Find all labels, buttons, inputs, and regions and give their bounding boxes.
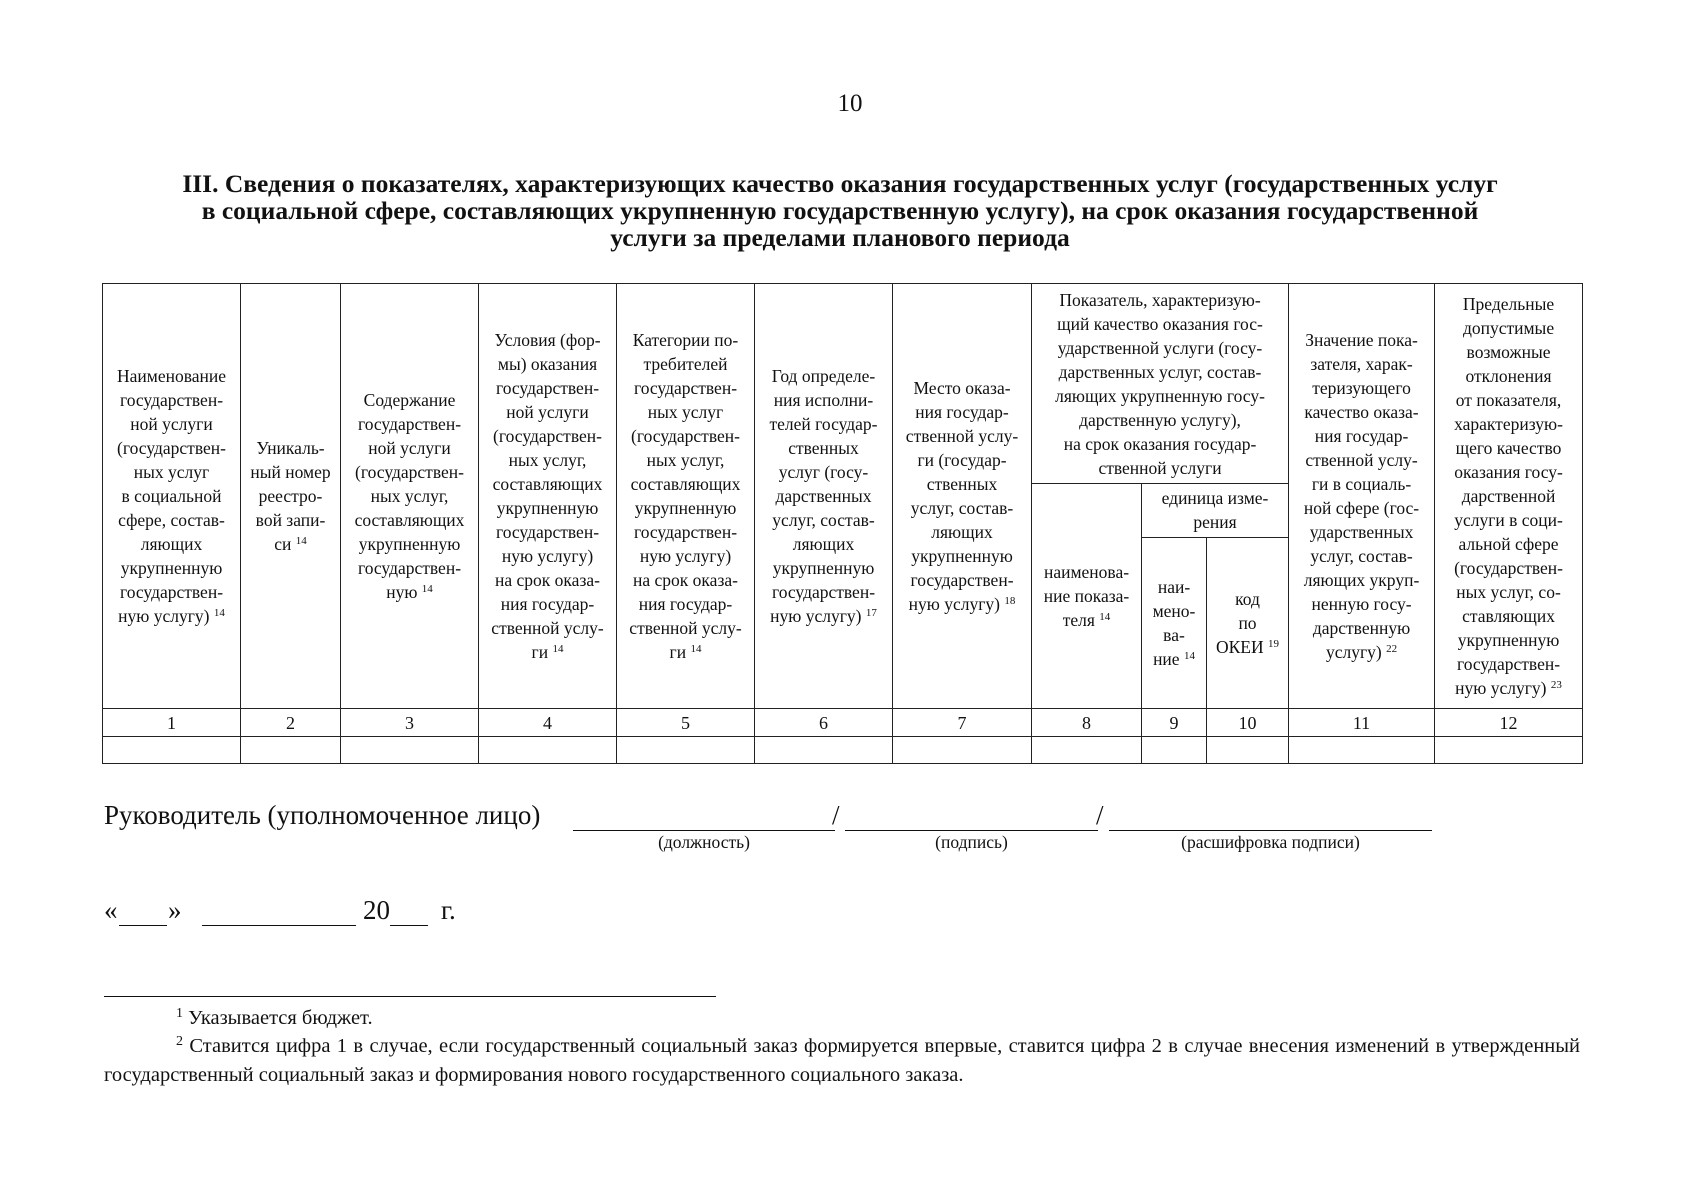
- header-allowed-deviations-text: Предельные допустимые возможные отклонения от показателя, характеризую- щего качество оказания госу- дарственной услуги в соци- альной сфере (государствен- ных услуг, со- ставляющих укрупненную государствен- ную услугу): [1454, 294, 1563, 699]
- header-allowed-deviations-footnote: 23: [1550, 679, 1562, 692]
- header-quality-indicator-group-text: Показатель, характеризую- щий качество оказания гос- ударственной услуги (госу- дарственных услуг, состав- ляющих укрупненную госу- дарственную услугу), на срок оказания государ- ственной услуги: [1055, 289, 1265, 478]
- header-okei-code-text: код по ОКЕИ: [1216, 589, 1264, 658]
- month-line[interactable]: [202, 895, 356, 926]
- header-unit-group-text: единица изме- рения: [1161, 488, 1269, 533]
- section-title-line-1: III. Сведения о показателях, характеризующих качество оказания государственных услуг (государственных услуг: [182, 169, 1498, 198]
- column-number: 9: [1142, 709, 1207, 736]
- header-service-place-text: Место оказа- ния государ- ственной услу- ги (государ- ственных услуг, состав- ляющих укрупненную государствен- ную услугу): [905, 378, 1019, 615]
- header-service-content-text: Содержание государствен- ной услуги (государствен- ных услуг, составляющих укрупненную государствен- ную: [354, 390, 465, 603]
- data-cell[interactable]: [617, 736, 755, 763]
- data-cell[interactable]: [893, 736, 1032, 763]
- header-service-name: [103, 284, 241, 709]
- header-unit-group: [1142, 484, 1289, 538]
- signature-caption: (подпись): [935, 832, 1008, 852]
- data-cell[interactable]: [341, 736, 479, 763]
- header-service-name-footnote: 14: [213, 607, 225, 620]
- header-indicator-name-footnote: 14: [1099, 611, 1111, 624]
- header-unit-name-footnote: 14: [1183, 650, 1195, 663]
- section-title-line-2: в социальной сфере, составляющих укрупненную государственную услугу), на срок оказания государственной: [201, 196, 1479, 225]
- header-consumer-categories-text: Категории по- требителей государствен- ных услуг (государствен- ных услуг, составляющих укрупненную государствен- ную услугу) на срок оказа- ния государ- ственной услу- ги: [629, 330, 742, 663]
- header-consumer-categories-footnote: 14: [690, 643, 702, 656]
- column-number: 10: [1207, 709, 1289, 736]
- header-indicator-value: [1289, 284, 1435, 709]
- footnote-2-text: Ставится цифра 1 в случае, если государственный социальный заказ формируется впервые, ставится цифра 2 в случае внесения изменений в утвержденный государственный социальный заказ и формирования нового государственного социального заказа.: [104, 1035, 1581, 1086]
- year-prefix: 20: [363, 895, 390, 925]
- header-service-place: [893, 284, 1032, 709]
- footnote-2-mark: 2: [176, 1034, 183, 1049]
- column-number: 5: [617, 709, 755, 736]
- column-number: 12: [1435, 709, 1583, 736]
- header-indicator-name: [1032, 484, 1142, 709]
- data-cell[interactable]: [1142, 736, 1207, 763]
- date-open-quote: «: [104, 895, 118, 925]
- header-executor-year-footnote: 17: [865, 607, 877, 620]
- header-service-content: [341, 284, 479, 709]
- section-title: [100, 170, 1580, 251]
- column-number: 1: [103, 709, 241, 736]
- year-line[interactable]: [390, 895, 428, 926]
- header-service-conditions-text: Условия (фор- мы) оказания государствен- ной услуги (государствен- ных услуг, составляющих укрупненную государствен- ную услугу) на срок оказа- ния государ- ственной услу- ги: [491, 330, 604, 663]
- data-cell[interactable]: [103, 736, 241, 763]
- footnote-divider: [104, 996, 716, 997]
- slash-separator: /: [832, 800, 840, 830]
- header-okei-code: [1207, 537, 1289, 709]
- header-allowed-deviations: [1435, 284, 1583, 709]
- header-indicator-name-text: наименова- ние показа- теля: [1043, 562, 1130, 631]
- quality-indicators-table: [102, 283, 1583, 764]
- header-indicator-value-footnote: 22: [1386, 643, 1398, 656]
- header-executor-year-text: Год определе- ния исполни- телей государ- ственных услуг (госу- дарственных услуг, состав- ляющих укрупненную государствен- ную услугу): [769, 366, 878, 627]
- column-number: 7: [893, 709, 1032, 736]
- data-cell[interactable]: [1032, 736, 1142, 763]
- data-cell[interactable]: [479, 736, 617, 763]
- decoding-line[interactable]: [1109, 800, 1432, 831]
- data-cell[interactable]: [1207, 736, 1289, 763]
- header-okei-code-footnote: 19: [1268, 638, 1280, 651]
- column-number: 3: [341, 709, 479, 736]
- position-caption: (должность): [658, 832, 750, 852]
- header-registry-number-text: Уникаль- ный номер реестро- вой запи- си: [250, 438, 331, 555]
- signature-label: Руководитель (уполномоченное лицо): [104, 800, 541, 830]
- slash-separator: /: [1096, 800, 1104, 830]
- column-number: 6: [755, 709, 893, 736]
- data-cell[interactable]: [755, 736, 893, 763]
- header-service-content-footnote: 14: [421, 583, 433, 596]
- header-unit-name-text: наи- мено- ва- ние: [1152, 577, 1196, 670]
- data-cell[interactable]: [1435, 736, 1583, 763]
- footnote-1-text: Указывается бюджет.: [188, 1007, 373, 1029]
- header-unit-name: [1142, 537, 1207, 709]
- header-service-conditions-footnote: 14: [552, 643, 564, 656]
- column-number: 4: [479, 709, 617, 736]
- header-service-conditions: [479, 284, 617, 709]
- column-number: 8: [1032, 709, 1142, 736]
- header-registry-number-footnote: 14: [295, 535, 307, 548]
- signature-block: [104, 800, 1504, 860]
- decoding-caption: (расшифровка подписи): [1181, 832, 1360, 852]
- position-line[interactable]: [573, 800, 835, 831]
- data-cell[interactable]: [1289, 736, 1435, 763]
- header-service-place-footnote: 18: [1004, 595, 1016, 608]
- header-registry-number: [241, 284, 341, 709]
- header-service-name-text: Наименование государствен- ной услуги (государствен- ных услуг в социальной сфере, состав- ляющих укрупненную государствен- ную услугу): [116, 366, 227, 627]
- header-executor-year: [755, 284, 893, 709]
- column-number: 11: [1289, 709, 1435, 736]
- header-quality-indicator-group: [1032, 284, 1289, 484]
- date-close-quote: »: [168, 895, 182, 925]
- page-number: 10: [837, 90, 863, 117]
- column-number: 2: [241, 709, 341, 736]
- footnote-2: [104, 1032, 1580, 1090]
- section-title-line-3: услуги за пределами планового периода: [610, 223, 1070, 252]
- signature-line[interactable]: [845, 800, 1098, 831]
- day-line[interactable]: [119, 895, 167, 926]
- footnote-1-mark: 1: [176, 1006, 183, 1021]
- header-indicator-value-text: Значение пока- зателя, харак- теризующего качество оказа- ния государ- ственной услу- ги в социаль- ной сфере (гос- ударственных услуг, состав- ляющих укруп- ненную госу- дарственную услугу): [1303, 330, 1420, 663]
- date-block: [104, 895, 604, 935]
- data-cell[interactable]: [241, 736, 341, 763]
- year-suffix: г.: [441, 895, 456, 925]
- header-consumer-categories: [617, 284, 755, 709]
- footnote-1: [104, 1004, 1580, 1033]
